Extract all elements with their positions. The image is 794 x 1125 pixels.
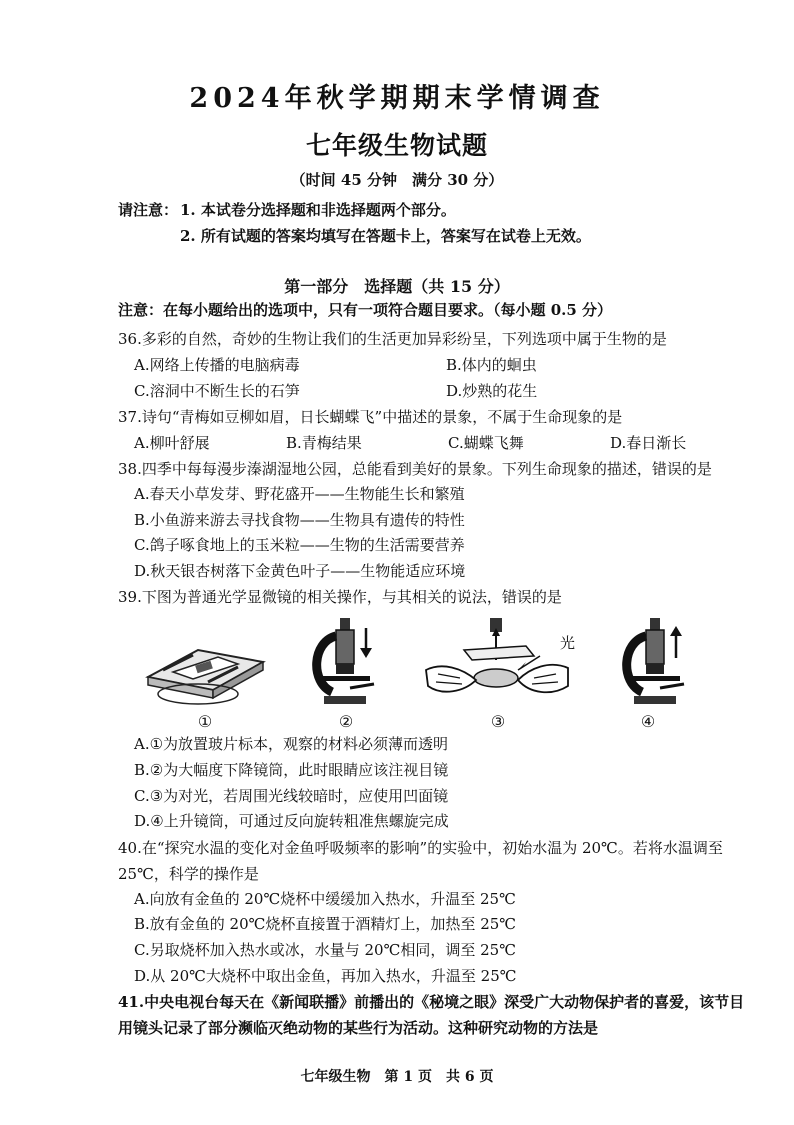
option: C.蝴蝶飞舞 xyxy=(448,434,524,452)
option: D.春日渐长 xyxy=(610,434,687,452)
page-footer: 七年级生物 第 1 页 共 6 页 xyxy=(300,1069,494,1085)
option: B.放有金鱼的 20℃烧杯直接置于酒精灯上，加热至 25℃ xyxy=(134,915,517,934)
option: A.①为放置玻片标本，观察的材料必须薄而透明 xyxy=(134,735,449,754)
microscope-raising-figure xyxy=(616,614,696,714)
figure-label-4: ④ xyxy=(640,712,656,732)
option: B.②为大幅度下降镜筒，此时眼睛应该注视目镜 xyxy=(134,760,449,779)
figure-label-3: ③ xyxy=(490,712,506,732)
question-options xyxy=(118,430,758,456)
exam-title: 2024年秋学期期末学情调查 xyxy=(189,83,605,114)
notice-item-2: 2. 所有试题的答案均填写在答题卡上，答案写在试卷上无效。 xyxy=(180,227,591,245)
exam-subtitle: 七年级生物试题 xyxy=(305,131,488,160)
question-stem: 39.下图为普通光学显微镜的相关操作，与其相关的说法，错误的是 xyxy=(118,588,562,607)
option: D.秋天银杏树落下金黄色叶子——生物能适应环境 xyxy=(134,561,466,580)
notice-label: 请注意： xyxy=(118,201,179,219)
option: A.向放有金鱼的 20℃烧杯中缓缓加入热水，升温至 25℃ xyxy=(134,889,516,908)
notice-item-1: 1. 本试卷分选择题和非选择题两个部分。 xyxy=(180,201,456,219)
question-stem: 37.诗句“青梅如豆柳如眉，日长蝴蝶飞”中描述的景象，不属于生命现象的是 xyxy=(118,408,623,426)
option: C.鸽子啄食地上的玉米粒——生物的生活需要营养 xyxy=(134,536,465,555)
questions xyxy=(118,326,758,1041)
option: C.③为对光，若周围光线较暗时，应使用凹面镜 xyxy=(134,786,449,805)
option: C.溶洞中不断生长的石笋 xyxy=(134,382,300,400)
option: A.春天小草发芽、野花盛开——生物能生长和繁殖 xyxy=(134,485,465,503)
option: D.④上升镜筒，可通过反向旋转粗准焦螺旋完成 xyxy=(134,812,449,831)
section-title: 第一部分 选择题（共 15 分） xyxy=(284,277,510,296)
figure-label-1: ① xyxy=(197,712,213,732)
question-stem: 38.四季中每每漫步溱湖湿地公园，总能看到美好的景象。下列生命现象的描述，错误的是 xyxy=(118,460,712,478)
microscope-lowering-figure xyxy=(306,614,386,714)
section-note: 注意：在每小题给出的选项中，只有一项符合题目要求。（每小题 0.5 分） xyxy=(118,301,613,319)
question-stem: 41.中央电视台每天在《新闻联播》前播出的《秘境之眼》深受广大动物保护者的喜爱，该节目用镜头记录了部分濒临灭绝动物的某些行为活动。这种研究动物的方法是 xyxy=(118,993,745,1038)
question-stem: 36.多彩的自然，奇妙的生物让我们的生活更加异彩纷呈，下列选项中属于生物的是 xyxy=(118,330,667,348)
option: D.从 20℃大烧杯中取出金鱼，再加入热水，升温至 25℃ xyxy=(134,966,517,985)
notice-block xyxy=(118,197,591,249)
exam-info: （时间 45 分钟 满分 30 分） xyxy=(290,171,504,189)
option: B.小鱼游来游去寻找食物——生物具有遗传的特性 xyxy=(134,510,465,529)
option: A.网络上传播的电脑病毒 xyxy=(134,356,300,374)
option: C.另取烧杯加入热水或冰，水量与 20℃相同，调至 25℃ xyxy=(134,940,516,959)
option: A.柳叶舒展 xyxy=(134,434,210,452)
option: D.炒熟的花生 xyxy=(446,382,538,400)
option: B.青梅结果 xyxy=(286,434,362,452)
figure-label-2: ② xyxy=(338,712,354,732)
question-stem: 40.在“探究水温的变化对金鱼呼吸频率的影响”的实验中，初始水温为 20℃。若将水温调至 25℃，科学的操作是 xyxy=(118,838,723,883)
light-adjustment-figure xyxy=(418,616,578,712)
option: B.体内的蛔虫 xyxy=(446,356,537,374)
microscope-figures xyxy=(118,614,758,732)
stage-slide-figure xyxy=(138,622,268,712)
light-label: 光 xyxy=(560,634,576,653)
question-options xyxy=(118,352,758,404)
